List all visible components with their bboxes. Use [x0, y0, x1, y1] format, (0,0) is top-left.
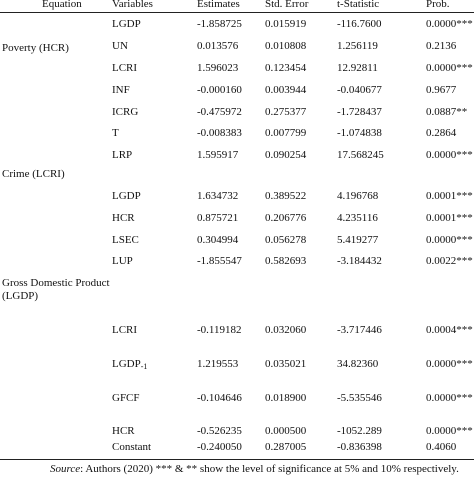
cell-prob: 0.0000***: [426, 18, 473, 30]
cell-estimate: -0.119182: [197, 324, 242, 336]
source-note: [50, 463, 459, 475]
cell-variable: LCRI: [112, 324, 138, 336]
cell-variable: Constant: [112, 441, 152, 453]
cell-estimate: -1.858725: [197, 18, 242, 30]
cell-estimate: -0.104646: [197, 392, 242, 404]
header-rule: [0, 12, 474, 13]
cell-estimate: -0.526235: [197, 425, 242, 437]
table-row: [0, 254, 474, 270]
cell-variable: LUP: [112, 255, 133, 267]
table-row: [0, 233, 474, 249]
cell-std-error: 0.010808: [265, 40, 307, 52]
cell-estimate: 0.304994: [197, 234, 239, 246]
cell-prob: 0.0000***: [426, 149, 473, 161]
table-row: [0, 61, 474, 77]
cell-estimate: 1.595917: [197, 149, 239, 161]
cell-variable: LGDP: [112, 190, 141, 202]
cell-std-error: 0.003944: [265, 84, 307, 96]
group-label-gdp-line1: Gross Domestic Product: [2, 277, 110, 289]
cell-std-error: 0.206776: [265, 212, 307, 224]
cell-prob: 0.0000***: [426, 392, 473, 404]
cell-estimate: -0.475972: [197, 106, 242, 118]
header-prob: Prob.: [426, 0, 450, 10]
cell-std-error: 0.287005: [265, 441, 307, 453]
cell-variable: UN: [112, 40, 128, 52]
cell-variable: LCRI: [112, 62, 138, 74]
group-label-gdp-line2: (LGDP): [2, 290, 39, 302]
cell-std-error: 0.007799: [265, 127, 307, 139]
header-equation: Equation: [42, 0, 82, 10]
header-std-error: Std. Error: [265, 0, 309, 10]
group-label-crime: Crime (LCRI): [2, 168, 65, 180]
cell-t-statistic: -0.836398: [337, 441, 382, 453]
cell-t-statistic: -116.7600: [337, 18, 382, 30]
table-header: [0, 0, 474, 12]
table-row: [0, 105, 474, 121]
cell-variable-main: LGDP: [112, 358, 141, 370]
cell-prob: 0.0000***: [426, 62, 473, 74]
table-row: [0, 424, 474, 440]
cell-prob: 0.2864: [426, 127, 457, 139]
cell-std-error: 0.032060: [265, 324, 307, 336]
source-note-text: : Authors (2020) *** & ** show the level of significance at 5% and 10% respectively.: [80, 463, 459, 475]
cell-prob: 0.9677: [426, 84, 457, 96]
cell-estimate: -1.855547: [197, 255, 242, 267]
cell-t-statistic: -3.184432: [337, 255, 382, 267]
cell-variable: HCR: [112, 425, 135, 437]
cell-variable: INF: [112, 84, 130, 96]
cell-prob: 0.0000***: [426, 358, 473, 370]
cell-t-statistic: 12.92811: [337, 62, 378, 74]
header-t-statistic: t-Statistic: [337, 0, 380, 10]
cell-prob: 0.0022***: [426, 255, 473, 267]
cell-t-statistic: -1052.289: [337, 425, 382, 437]
cell-t-statistic: 4.196768: [337, 190, 379, 202]
table-row: [0, 83, 474, 99]
table-row: [0, 323, 474, 339]
cell-std-error: 0.090254: [265, 149, 307, 161]
cell-t-statistic: 1.256119: [337, 40, 378, 52]
cell-estimate: 0.875721: [197, 212, 239, 224]
header-variables: Variables: [112, 0, 153, 10]
cell-t-statistic: 17.568245: [337, 149, 384, 161]
cell-variable: GFCF: [112, 392, 140, 404]
cell-estimate: 1.219553: [197, 358, 239, 370]
cell-estimate: 1.634732: [197, 190, 239, 202]
cell-t-statistic: -5.535546: [337, 392, 382, 404]
table-row: [0, 391, 474, 407]
cell-std-error: 0.000500: [265, 425, 307, 437]
cell-estimate: 0.013576: [197, 40, 239, 52]
source-note-label: Source: [50, 463, 81, 475]
cell-estimate: 1.596023: [197, 62, 239, 74]
cell-std-error: 0.389522: [265, 190, 307, 202]
cell-std-error: 0.018900: [265, 392, 307, 404]
cell-t-statistic: 34.82360: [337, 358, 379, 370]
cell-variable: ICRG: [112, 106, 139, 118]
table-bottom-rule: [0, 459, 474, 460]
cell-estimate: -0.000160: [197, 84, 242, 96]
cell-prob: 0.0887**: [426, 106, 468, 118]
cell-std-error: 0.056278: [265, 234, 307, 246]
cell-prob: 0.0000***: [426, 234, 473, 246]
cell-variable: HCR: [112, 212, 135, 224]
cell-prob: 0.0004***: [426, 324, 473, 336]
table-row: [0, 39, 474, 55]
cell-t-statistic: 5.419277: [337, 234, 379, 246]
cell-variable: LSEC: [112, 234, 139, 246]
table-row: [0, 17, 474, 33]
cell-variable: [112, 357, 147, 374]
cell-std-error: 0.582693: [265, 255, 307, 267]
table-row: [0, 126, 474, 142]
cell-t-statistic: -3.717446: [337, 324, 382, 336]
cell-variable: LGDP: [112, 18, 141, 30]
cell-prob: 0.4060: [426, 441, 457, 453]
cell-estimate: -0.008383: [197, 127, 242, 139]
cell-prob: 0.0001***: [426, 190, 473, 202]
group-label-poverty: Poverty (HCR): [2, 42, 69, 54]
cell-prob: 0.0001***: [426, 212, 473, 224]
cell-estimate: -0.240050: [197, 441, 242, 453]
cell-t-statistic: 4.235116: [337, 212, 378, 224]
cell-variable-subscript: -1: [140, 362, 148, 371]
cell-variable: LRP: [112, 149, 133, 161]
cell-t-statistic: -1.728437: [337, 106, 382, 118]
cell-variable: T: [112, 127, 119, 139]
table-row: [0, 148, 474, 164]
table-row: [0, 440, 474, 456]
cell-prob: 0.0000***: [426, 425, 473, 437]
cell-std-error: 0.015919: [265, 18, 307, 30]
table-row: [0, 211, 474, 227]
table-row: [0, 189, 474, 205]
cell-std-error: 0.035021: [265, 358, 307, 370]
cell-t-statistic: -0.040677: [337, 84, 382, 96]
header-estimates: Estimates: [197, 0, 240, 10]
cell-std-error: 0.275377: [265, 106, 307, 118]
cell-t-statistic: -1.074838: [337, 127, 382, 139]
cell-prob: 0.2136: [426, 40, 457, 52]
table-row: [0, 357, 474, 373]
cell-std-error: 0.123454: [265, 62, 307, 74]
